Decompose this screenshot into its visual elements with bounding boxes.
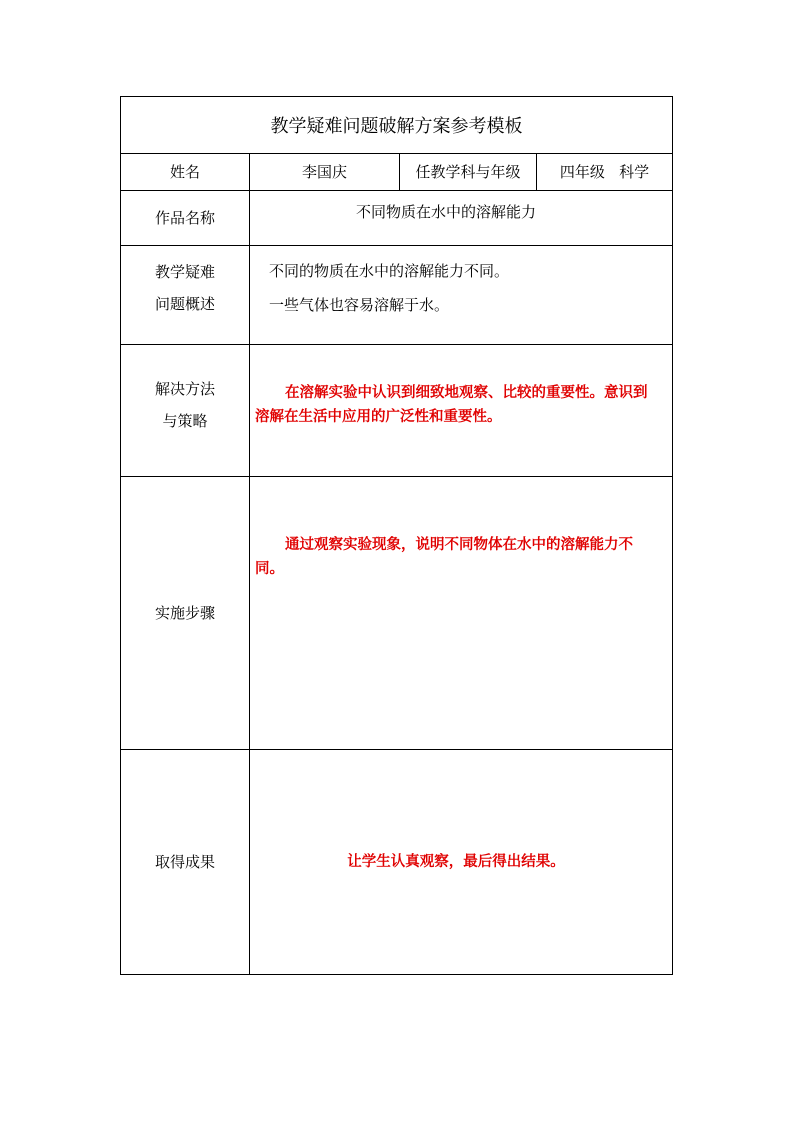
- subject-value-cell: [537, 154, 672, 190]
- info-row: [121, 154, 672, 191]
- steps-text-cell: [255, 477, 658, 749]
- problem-line-2: 一些气体也容易溶解于水。: [269, 296, 450, 314]
- steps-label: 实施步骤: [154, 604, 215, 622]
- title-row: [121, 97, 672, 154]
- method-label-line-2: 与策略: [162, 412, 208, 430]
- method-label-cell: [121, 345, 249, 476]
- problem-label-line-1: 教学疑难: [154, 263, 215, 281]
- name-value-cell: [250, 154, 399, 190]
- subject-value: 四年级 科学: [559, 163, 650, 181]
- problem-row: [121, 246, 672, 345]
- name-label: 姓名: [169, 163, 200, 181]
- page-title: 教学疑难问题破解方案参考模板: [270, 116, 523, 137]
- subject-label: 任教学科与年级: [415, 163, 521, 181]
- work-value: 不同物质在水中的溶解能力: [355, 203, 536, 221]
- name-value: 李国庆: [301, 163, 347, 181]
- steps-text: 通过观察实验现象，说明不同物体在水中的溶解能力不同。: [255, 537, 633, 577]
- result-text: 让学生认真观察，最后得出结果。: [347, 854, 565, 870]
- name-label-cell: [121, 154, 249, 190]
- problem-text-cell: [269, 246, 672, 344]
- method-row: [121, 345, 672, 477]
- result-text-cell: [250, 750, 672, 974]
- method-label-line-1: 解决方法: [154, 380, 215, 398]
- problem-line-1: 不同的物质在水中的溶解能力不同。: [269, 262, 510, 280]
- divider: [249, 246, 250, 344]
- method-text: 在溶解实验中认识到细致地观察、比较的重要性。意识到溶解在生活中应用的广泛性和重要性。: [255, 385, 648, 425]
- work-label-cell: [121, 191, 249, 245]
- divider: [249, 345, 250, 476]
- problem-label-line-2: 问题概述: [154, 295, 215, 313]
- result-label-cell: [121, 750, 249, 974]
- work-value-cell: [250, 191, 672, 245]
- result-label: 取得成果: [154, 853, 215, 871]
- result-row: [121, 750, 672, 974]
- subject-label-cell: [400, 154, 536, 190]
- plan-table: [120, 96, 673, 975]
- method-text-cell: [255, 345, 658, 476]
- steps-row: [121, 477, 672, 750]
- work-row: [121, 191, 672, 246]
- steps-label-cell: [121, 477, 249, 749]
- divider: [249, 477, 250, 749]
- work-label: 作品名称: [154, 209, 215, 227]
- problem-label-cell: [121, 246, 249, 344]
